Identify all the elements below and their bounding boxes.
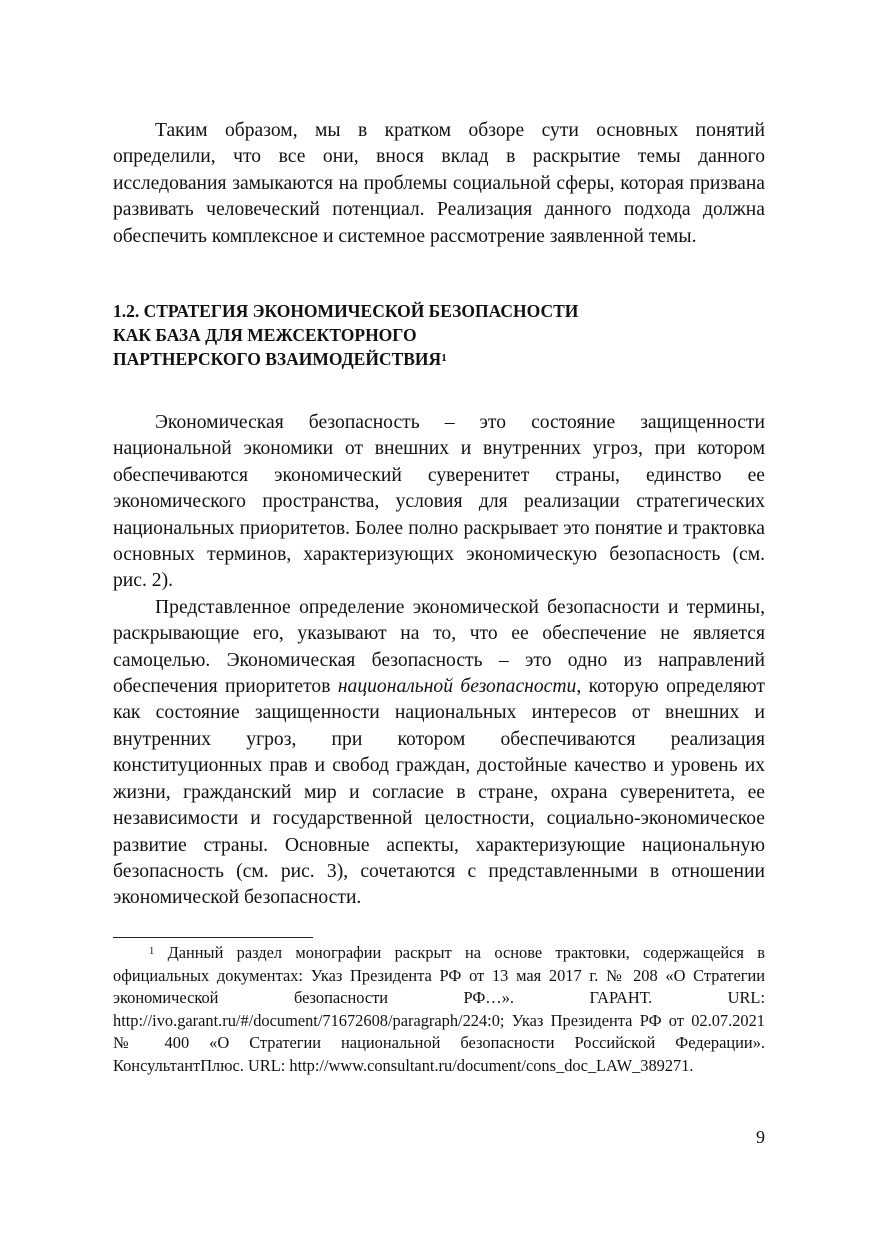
- page-number: 9: [756, 1127, 765, 1147]
- section-title-line-3-wrap: [113, 347, 713, 371]
- section-title-line-2: КАК БАЗА ДЛЯ МЕЖСЕКТОРНОГО: [113, 325, 417, 345]
- footnote: [113, 942, 765, 1078]
- body-paragraph-2-part-2: , которую определяют как состояние защищенности национальных интересов от внешних и внутренних угроз, при котором обеспечиваются реализация конституционных прав и свобод граждан, достойные качество и уровень их жизни, гражданский мир и согласие в стране, охрана суверенитета, ее независимости и государственной целостности, социально-экономическое развитие страны. Основные аспекты, характеризующие национальную безопасность (см. рис. 3), сочетаются с представленными в отношении экономической безопасности.: [113, 676, 765, 909]
- body-paragraph-2-italic: национальной безопасности: [337, 676, 577, 698]
- body-paragraph-2-part-1: Представленное определение экономической безопасности и термины, раскрывающие его, указывают на то, что ее обеспечение не является самоцелью. Экономическая безопасность – это одно из направлений обеспечения приоритетов: [113, 596, 765, 698]
- section-heading: [113, 299, 713, 371]
- section-title-line-1: 1.2. СТРАТЕГИЯ ЭКОНОМИЧЕСКОЙ БЕЗОПАСНОСТИ: [113, 301, 579, 321]
- body-paragraph-1: Экономическая безопасность – это состояние защищенности национальной экономики от внешних и внутренних угроз, при котором обеспечиваются экономический суверенитет страны, единство ее экономического пространства, условия для реализации стратегических национальных приоритетов. Более полно раскрывает это понятие и трактовка основных терминов, характеризующих экономическую безопасность (см. рис. 2).: [113, 412, 765, 592]
- heading-footnote-mark[interactable]: 1: [441, 352, 447, 364]
- footnote-divider: [113, 937, 313, 938]
- section-body: [113, 410, 765, 912]
- section-title-line-3: ПАРТНЕРСКОГО ВЗАИМОДЕЙСТВИЯ: [113, 349, 442, 369]
- intro-paragraph: Таким образом, мы в кратком обзоре сути основных понятий определили, что все они, внося вклад в раскрытие темы данного исследования замыкаются на проблемы социальной сферы, которая призвана развивать человеческий потенциал. Реализация данного подхода должна обеспечить комплексное и системное рассмотрение заявленной темы.: [113, 120, 765, 247]
- footnote-paragraph: [113, 942, 765, 1078]
- intro-paragraph-block: [113, 118, 765, 250]
- footnote-text: Данный раздел монографии раскрыт на основе трактовки, содержащейся в официальных документах: Указ Президента РФ от 13 мая 2017 г. № 208 «О Стратегии экономической безопасности РФ…». ГАРАНТ. URL: http://ivo.garant.ru/#/document/71672608/paragraph/224:0; Указ Президента РФ от 02.07.2021 № 400 «О Стратегии национальной безопасности Российской Федерации». КонсультантПлюс. URL: http://www.consultant.ru/document/cons_doc_LAW_389271.: [113, 943, 765, 1075]
- footnote-mark: 1: [149, 946, 155, 957]
- body-paragraph-2: [113, 595, 765, 912]
